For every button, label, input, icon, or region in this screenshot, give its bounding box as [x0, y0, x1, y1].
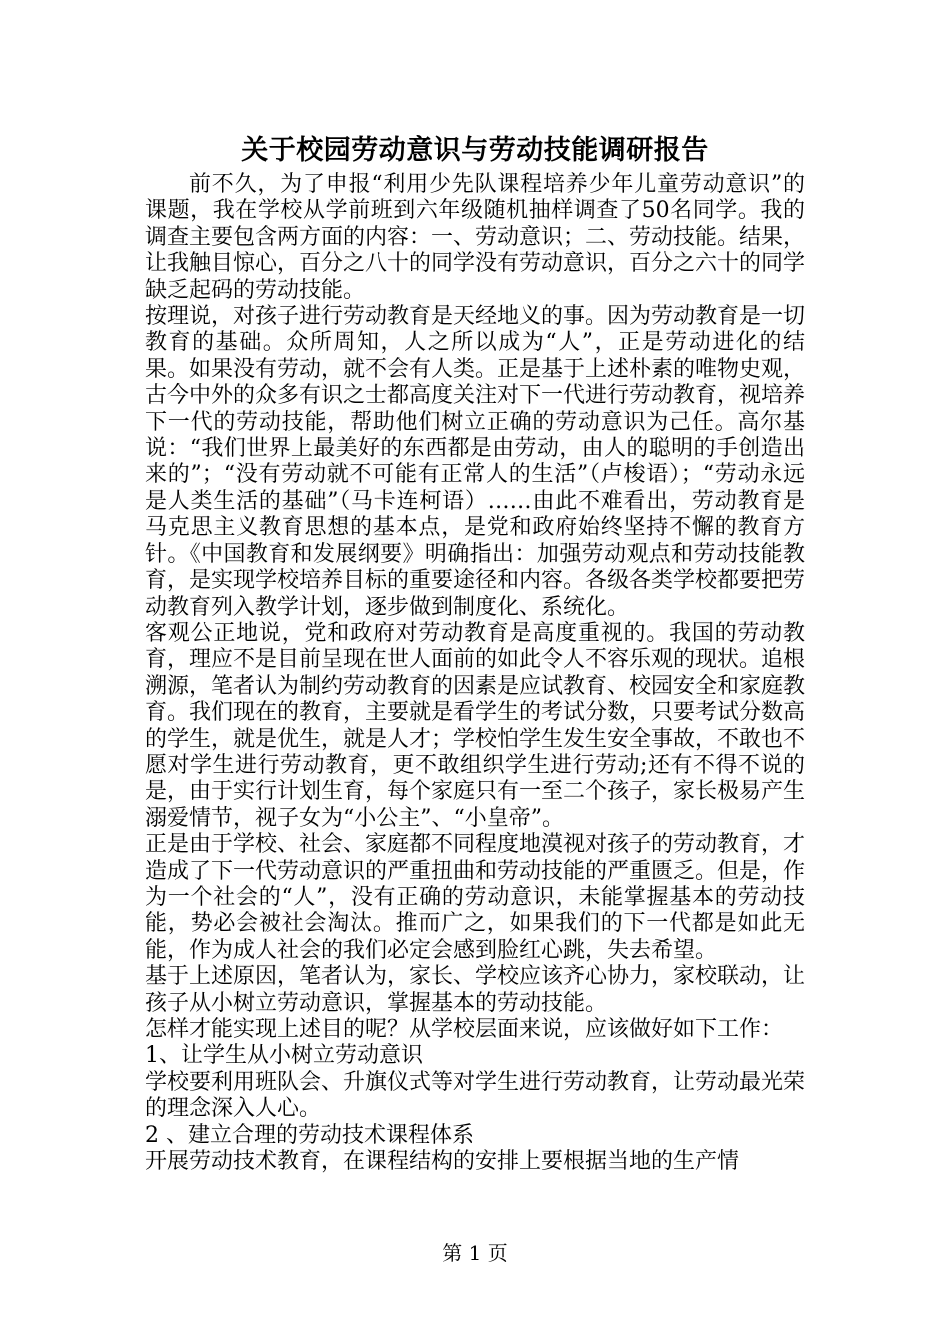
paragraph: 开展劳动技术教育，在课程结构的安排上要根据当地的生产情: [145, 1149, 740, 1175]
section-heading: 2 、建立合理的劳动技术课程体系: [145, 1122, 474, 1148]
paragraph: 按理说，对孩子进行劳动教育是天经地义的事。因为劳动教育是一切教育的基础。众所周知，人之所以成为“人”，正是劳动进化的结果。如果没有劳动，就不会有人类。正是基于上述朴素的唯物史观，古今中外的众多有识之士都高度关注对下一代进行劳动教育，视培养下一代的劳动技能，帮助他们树立正确的劳动意识为己任。高尔基说：“我们世界上最美好的东西都是由劳动，由人的聪明的手创造出来的”；“没有劳动就不可能有正常人的生活”（卢梭语）；“劳动永远是人类生活的基础”（马卡连柯语）……由此不难看出，劳动教育是马克思主义教育思想的基本点，是党和政府始终坚持不懈的教育方针。《中国教育和发展纲要》明确指出：加强劳动观点和劳动技能教育，是实现学校培养目标的重要途径和内容。各级各类学校都要把劳动教育列入教学计划，逐步做到制度化、系统化。: [145, 304, 806, 620]
paragraph: 前不久，为了申报“利用少先队课程培养少年儿童劳动意识”的课题，我在学校从学前班到六年级随机抽样调查了50名同学。我的调查主要包含两方面的内容：一、劳动意识；二、劳动技能。结果，让我触目惊心，百分之八十的同学没有劳动意识，百分之六十的同学缺乏起码的劳动技能。: [145, 172, 806, 303]
paragraph: 学校要利用班队会、升旗仪式等对学生进行劳动教育，让劳动最光荣的理念深入人心。: [145, 1069, 806, 1122]
paragraph: 基于上述原因，笔者认为，家长、学校应该齐心协力，家校联动，让孩子从小树立劳动意识，掌握基本的劳动技能。: [145, 964, 806, 1016]
section-heading: 1、让学生从小树立劳动意识: [145, 1043, 423, 1069]
page-number: 第 1 页: [442, 1241, 508, 1265]
paragraph: 客观公正地说，党和政府对劳动教育是高度重视的。我国的劳动教育，理应不是目前呈现在世人面前的如此令人不容乐观的现状。追根溯源，笔者认为制约劳动教育的因素是应试教育、校园安全和家庭教育。我们现在的教育，主要就是看学生的考试分数，只要考试分数高的学生，就是优生，就是人才；学校怕学生发生安全事故，不敢也不愿对学生进行劳动教育，更不敢组织学生进行劳动;还有不得不说的是，由于实行计划生育，每个家庭只有一至二个孩子，家长极易产生溺爱情节，视子女为“小公主”、“小皇帝”。: [145, 620, 806, 831]
document-title: 关于校园劳动意识与劳动技能调研报告: [241, 135, 709, 166]
document-body: [145, 172, 805, 1175]
paragraph: 怎样才能实现上述目的呢？从学校层面来说，应该做好如下工作：: [145, 1017, 784, 1042]
paragraph: 正是由于学校、社会、家庭都不同程度地漠视对孩子的劳动教育，才造成了下一代劳动意识的严重扭曲和劳动技能的严重匮乏。但是，作为一个社会的“人”，没有正确的劳动意识，未能掌握基本的劳动技能，势必会被社会淘汰。推而广之，如果我们的下一代都是如此无能，作为成人社会的我们必定会感到脸红心跳，失去希望。: [145, 832, 806, 963]
